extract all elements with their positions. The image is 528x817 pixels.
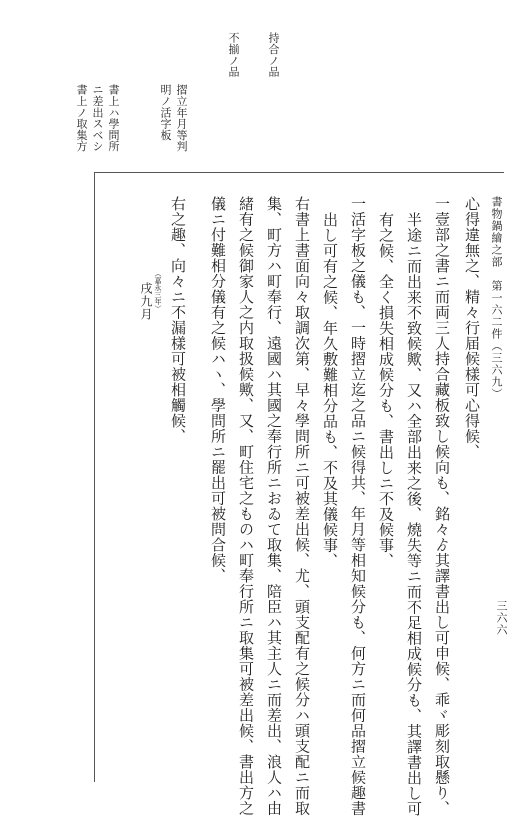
frame-top-rule: [94, 172, 504, 173]
body-line: 半途ニ而出来不致候歟、又ハ全部出来之後、燒失等ニ而不足相成候分も、其譯書出し可: [405, 212, 423, 817]
date: 戌九月: [139, 282, 153, 321]
body-line: 右書上書面向々取調次第、早々學問所ニ可被差出候、尤、頭支配有之候分ハ頭支配ニ而取: [293, 196, 311, 816]
page-number: 三六六: [495, 600, 508, 636]
date-era-note: （嘉永三年）: [154, 270, 162, 312]
margin-note: 摺立年月等判: [175, 84, 188, 152]
margin-note: 書上ハ學問所: [107, 84, 120, 152]
body-line: 心得違無之、精々行届候樣可心得候、: [463, 196, 481, 460]
margin-note: 書上ノ取集方: [75, 84, 88, 152]
running-header: 書物鍋繪之部 第一六二件（三六九）: [490, 196, 503, 400]
body-line: 緒有之候御家人之内取扱候歟、又、町住宅之ものハ町奉行所ニ取集可被差出候、書出方之: [237, 196, 255, 816]
body-line: 右之趣、向々ニ不漏樣可被相觸候、: [169, 196, 187, 444]
body-line: 儀ニ付難相分儀有之候ハヽ、學問所ニ罷出可被問合候、: [209, 196, 227, 584]
margin-note: ニ差出スベシ: [91, 84, 104, 152]
body-line: 一活字板之儀も、一時摺立迄之品ニ候得共、年月等相知候分も、何方ニ而何品摺立候趣書: [349, 196, 367, 816]
body-line: 有之候、全く損失相成候分も、書出しニ不及候事、: [377, 212, 395, 569]
margin-note: 明ノ活字板: [159, 84, 172, 141]
body-line: 出し可有之候、年久敷難相分品も、不及其儀候事、: [321, 212, 339, 569]
margin-note: 持合ノ品: [267, 32, 280, 78]
body-line: 一壹部之書ニ而両三人持合藏板致し候向も、銘々ゟ其譯書出し可申候、乖ヾ彫刻取懸り、: [433, 196, 451, 816]
margin-note: 不揃ノ品: [227, 32, 240, 78]
frame-left-rule: [94, 172, 95, 782]
body-line: 集、町方ハ町奉行、遠國ハ其國之奉行所ニおゐて取集、陪臣ハ其主人ニ而差出、浪人ハ由: [265, 196, 283, 816]
